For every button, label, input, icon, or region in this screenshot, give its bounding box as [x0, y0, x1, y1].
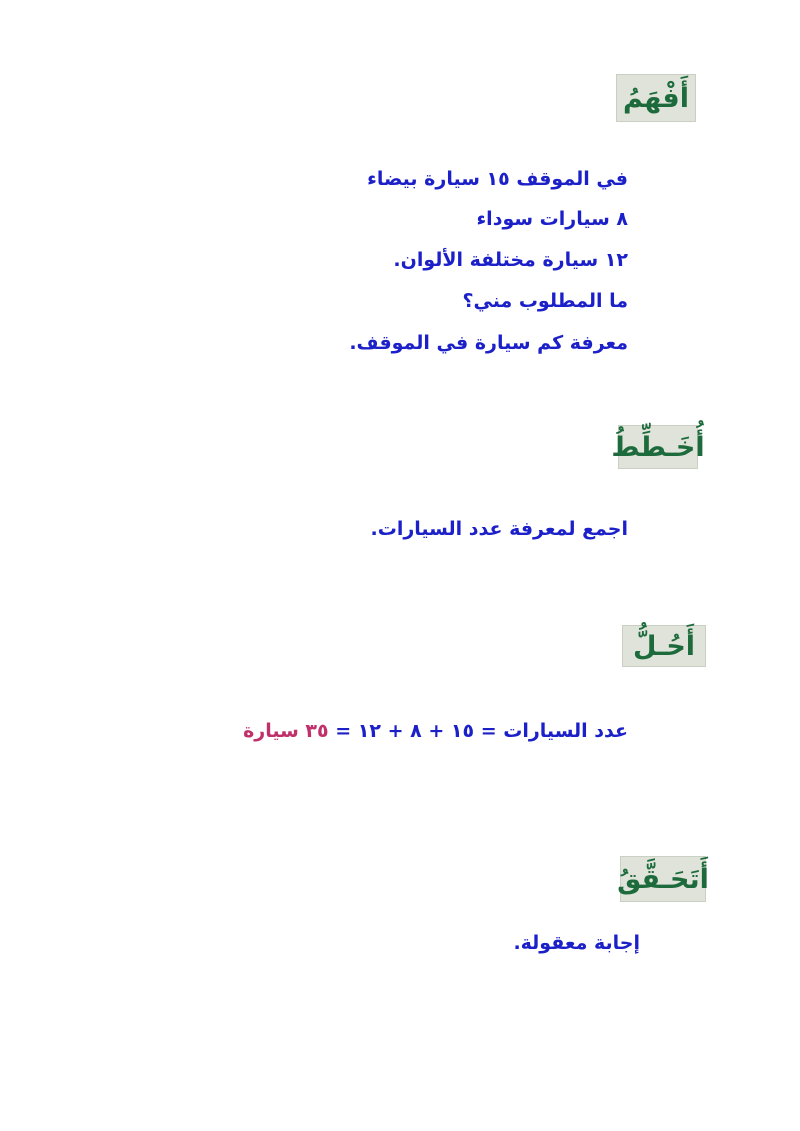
solve-answer: ٣٥ سيارة	[243, 720, 329, 742]
understand-heading: أَفْهَمُ	[616, 74, 696, 122]
solve-equation: عدد السيارات = ١٥ + ٨ + ١٢ =	[335, 720, 628, 742]
solve-heading: أَحُـلُّ	[622, 625, 706, 667]
plan-line-1: اجمع لمعرفة عدد السيارات.	[370, 518, 628, 540]
understand-line-4: ما المطلوب مني؟	[462, 290, 628, 312]
understand-line-3: ١٢ سيارة مختلفة الألوان.	[393, 249, 628, 271]
check-line-1: إجابة معقولة.	[513, 932, 640, 954]
understand-line-1: في الموقف ١٥ سيارة بيضاء	[367, 168, 628, 190]
check-heading: أَتَحَـقَّقُ	[620, 856, 706, 902]
understand-line-2: ٨ سيارات سوداء	[476, 208, 628, 230]
plan-heading: أُخَـطِّطُ	[618, 425, 698, 469]
solve-equation-line	[243, 720, 628, 742]
understand-line-5: معرفة كم سيارة في الموقف.	[349, 332, 628, 354]
